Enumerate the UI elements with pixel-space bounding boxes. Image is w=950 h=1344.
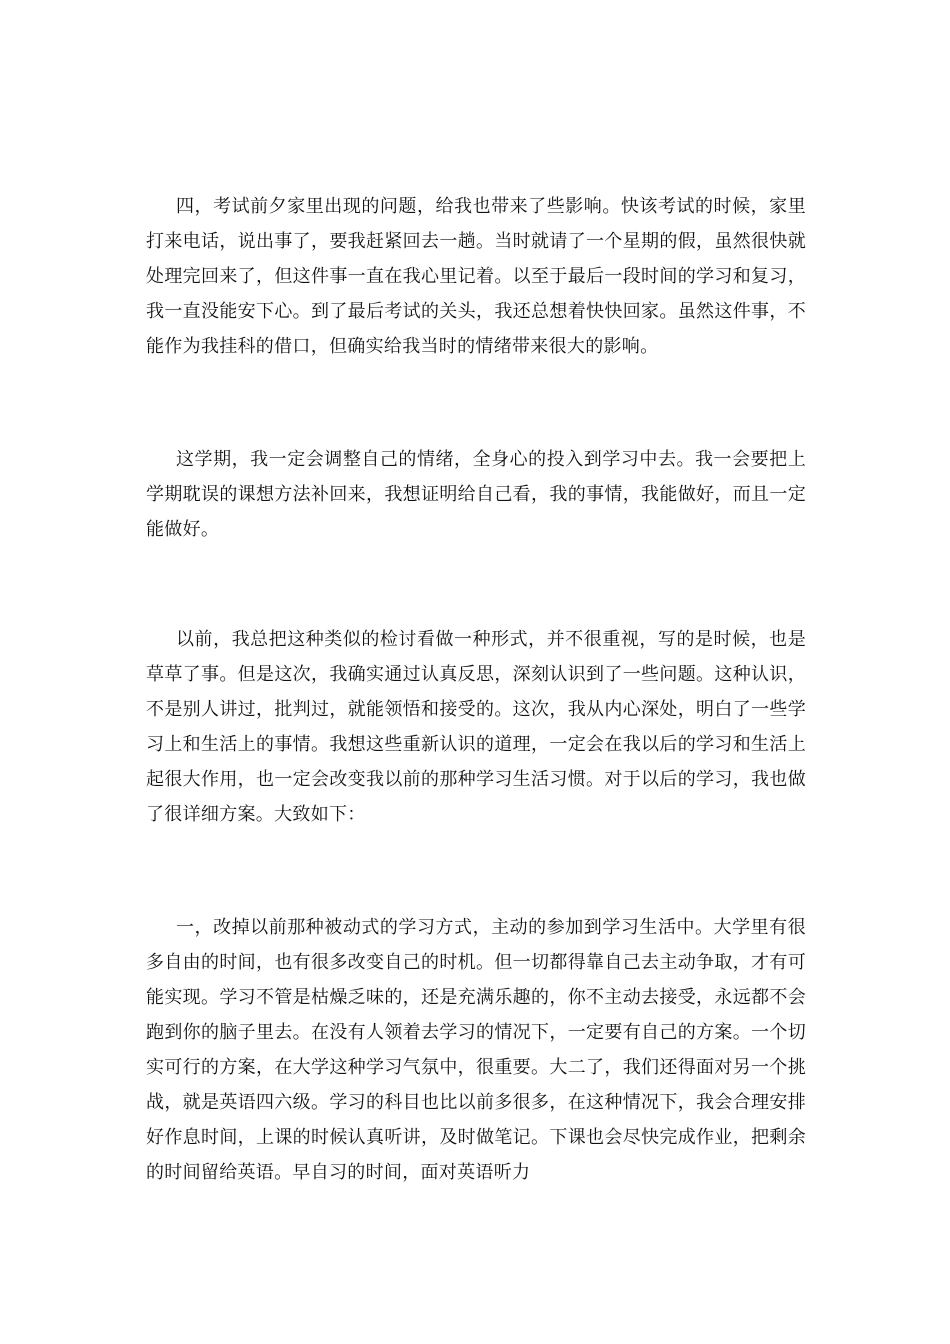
paragraph-this-semester: 这学期，我一定会调整自己的情绪，全身心的投入到学习中去。我一会要把上学期耽误的课想方法补回来，我想证明给自己看，我的事情，我能做好，而且一定能做好。	[146, 449, 806, 540]
paragraph-plan-one: 一，改掉以前那种被动式的学习方式，主动的参加到学习生活中。大学里有很多自由的时间，也有很多改变自己的时机。但一切都得靠自己去主动争取，才有可能实现。学习不管是枯燥乏味的，还是充满乐趣的，你不主动去接受，永远都不会跑到你的脑子里去。在没有人领着去学习的情况下，一定要有自己的方案。一个切实可行的方案，在大学这种学习气氛中，很重要。大二了，我们还得面对另一个挑战，就是英语四六级。学习的科目也比以前多很多，在这种情况下，我会合理安排好作息时间，上课的时候认真听讲，及时做笔记。下课也会尽快完成作业，把剩余的时间留给英语。早自习的时间，面对英语听力	[146, 917, 806, 1183]
paragraph-reflection: 以前，我总把这种类似的检讨看做一种形式，并不很重视，写的是时候，也是草草了事。但是这次，我确实通过认真反思，深刻认识到了一些问题。这种认识，不是别人讲过，批判过，就能领悟和接受的。这次，我从内心深处，明白了一些学习上和生活上的事情。我想这些重新认识的道理，一定会在我以后的学习和生活上起很大作用，也一定会改变我以前的那种学习生活习惯。对于以后的学习，我也做了很详细方案。大致如下：	[146, 629, 806, 825]
paragraph-family-issue: 四，考试前夕家里出现的问题，给我也带来了些影响。快该考试的时候，家里打来电话，说出事了，要我赶紧回去一趟。当时就请了一个星期的假，虽然很快就处理完回来了，但这件事一直在我心里记着。以至于最后一段时间的学习和复习，我一直没能安下心。到了最后考试的关头，我还总想着快快回家。虽然这件事，不能作为我挂科的借口，但确实给我当时的情绪带来很大的影响。	[146, 196, 806, 357]
